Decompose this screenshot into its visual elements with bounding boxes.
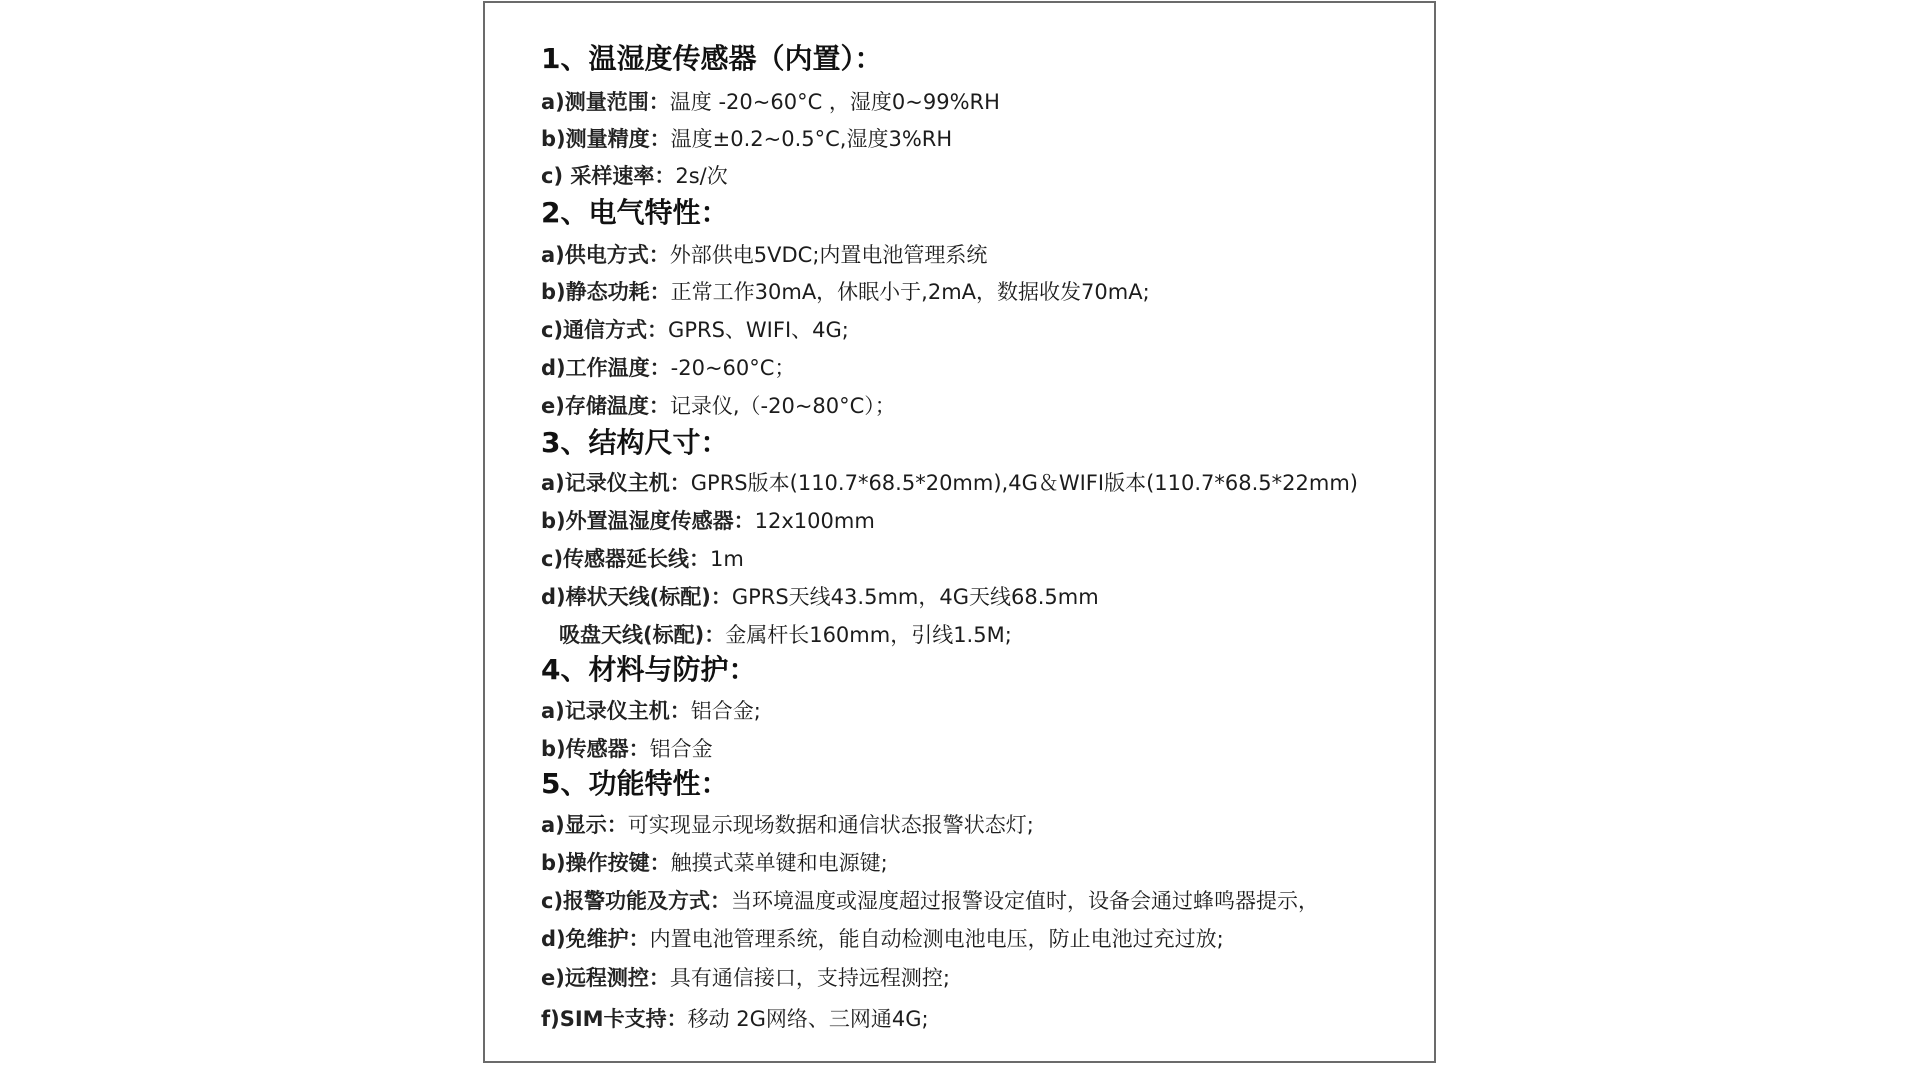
spec-line-power-consumption: [541, 278, 1150, 306]
spec-value: 记录仪,（-20~80°C）；: [669, 394, 896, 418]
spec-label: a)记录仪主机：: [541, 699, 691, 723]
spec-label: c)传感器延长线：: [541, 547, 711, 571]
spec-value: 具有通信接口，支持远程测控;: [669, 966, 950, 990]
section-title-electrical: 2、电气特性：: [541, 196, 729, 229]
spec-value: 当环境温度或湿度超过报警设定值时，设备会通过蜂鸣器提示，: [731, 889, 1320, 913]
spec-value: 2s/次: [675, 164, 728, 188]
spec-label: d)工作温度：: [541, 356, 671, 380]
spec-value: 1m: [710, 547, 744, 571]
spec-label: c) 采样速率：: [541, 164, 676, 188]
spec-value: GPRS天线43.5mm，4G天线68.5mm: [731, 585, 1099, 609]
spec-value: -20~60°C；: [670, 356, 796, 380]
section-title-materials: 4、材料与防护：: [541, 653, 757, 686]
spec-line-measure-range: [541, 88, 1000, 116]
section-title-features: 5、功能特性：: [541, 767, 729, 800]
spec-line-alarm: [541, 887, 1319, 915]
spec-line-external-sensor: [541, 507, 875, 535]
spec-value: 移动 2G网络、三网通4G;: [687, 1007, 929, 1031]
spec-line-communication: [541, 316, 849, 344]
spec-value: 温度±0.2~0.5°C,湿度3%RH: [670, 127, 953, 151]
spec-line-buttons: [541, 849, 888, 877]
spec-value: GPRS、WIFI、4G;: [668, 318, 849, 342]
spec-label: d)棒状天线(标配)：: [541, 585, 732, 609]
spec-line-remote-control: [541, 964, 950, 992]
spec-label: a)记录仪主机：: [541, 471, 691, 495]
section-title-dimensions: 3、结构尺寸：: [541, 426, 729, 459]
spec-line-sensor-material: [541, 735, 713, 763]
spec-sheet: [483, 1, 1436, 1063]
spec-line-operating-temp: [541, 354, 795, 382]
spec-value: 铝合金;: [690, 699, 761, 723]
spec-label: b)测量精度：: [541, 127, 671, 151]
spec-value: 触摸式菜单键和电源键;: [670, 851, 888, 875]
spec-label: b)传感器：: [541, 737, 650, 761]
spec-label: c)通信方式：: [541, 318, 669, 342]
spec-line-rod-antenna: [541, 583, 1099, 611]
spec-value: 正常工作30mA，休眠小于,2mA，数据收发70mA;: [670, 280, 1150, 304]
spec-line-sim-support: [541, 1005, 929, 1033]
spec-label: b)外置温湿度传感器：: [541, 509, 755, 533]
spec-label: f)SIM卡支持：: [541, 1007, 688, 1031]
spec-line-host-material: [541, 697, 761, 725]
spec-label: c)报警功能及方式：: [541, 889, 732, 913]
spec-value: 铝合金: [649, 737, 713, 761]
spec-line-host-size: [541, 469, 1358, 497]
spec-value: 温度 -20~60°C ，湿度0~99%RH: [669, 90, 1000, 114]
spec-value: GPRS版本(110.7*68.5*20mm),4G＆WIFI版本(110.7*68.5*22mm): [690, 471, 1358, 495]
spec-value: 12x100mm: [754, 509, 875, 533]
spec-label: b)静态功耗：: [541, 280, 671, 304]
spec-value: 内置电池管理系统，能自动检测电池电压，防止电池过充过放;: [649, 927, 1224, 951]
spec-value: 外部供电5VDC;内置电池管理系统: [669, 243, 988, 267]
spec-value: 金属杆长160mm，引线1.5M;: [725, 623, 1012, 647]
section-title-sensor: 1、温湿度传感器（内置）：: [541, 42, 883, 75]
spec-line-suction-antenna: [559, 621, 1012, 649]
spec-line-storage-temp: [541, 392, 896, 420]
spec-label: b)操作按键：: [541, 851, 671, 875]
spec-label: e)存储温度：: [541, 394, 670, 418]
spec-label: d)免维护：: [541, 927, 650, 951]
spec-label: a)供电方式：: [541, 243, 670, 267]
spec-line-measure-accuracy: [541, 125, 952, 153]
spec-label: e)远程测控：: [541, 966, 670, 990]
spec-line-display: [541, 811, 1034, 839]
spec-label: 吸盘天线(标配)：: [559, 623, 726, 647]
spec-line-maintenance-free: [541, 925, 1224, 953]
spec-label: a)测量范围：: [541, 90, 670, 114]
spec-line-extension-cable: [541, 545, 744, 573]
spec-line-power-supply: [541, 241, 987, 269]
spec-line-sample-rate: [541, 162, 728, 190]
spec-value: 可实现显示现场数据和通信状态报警状态灯;: [627, 813, 1034, 837]
spec-label: a)显示：: [541, 813, 628, 837]
